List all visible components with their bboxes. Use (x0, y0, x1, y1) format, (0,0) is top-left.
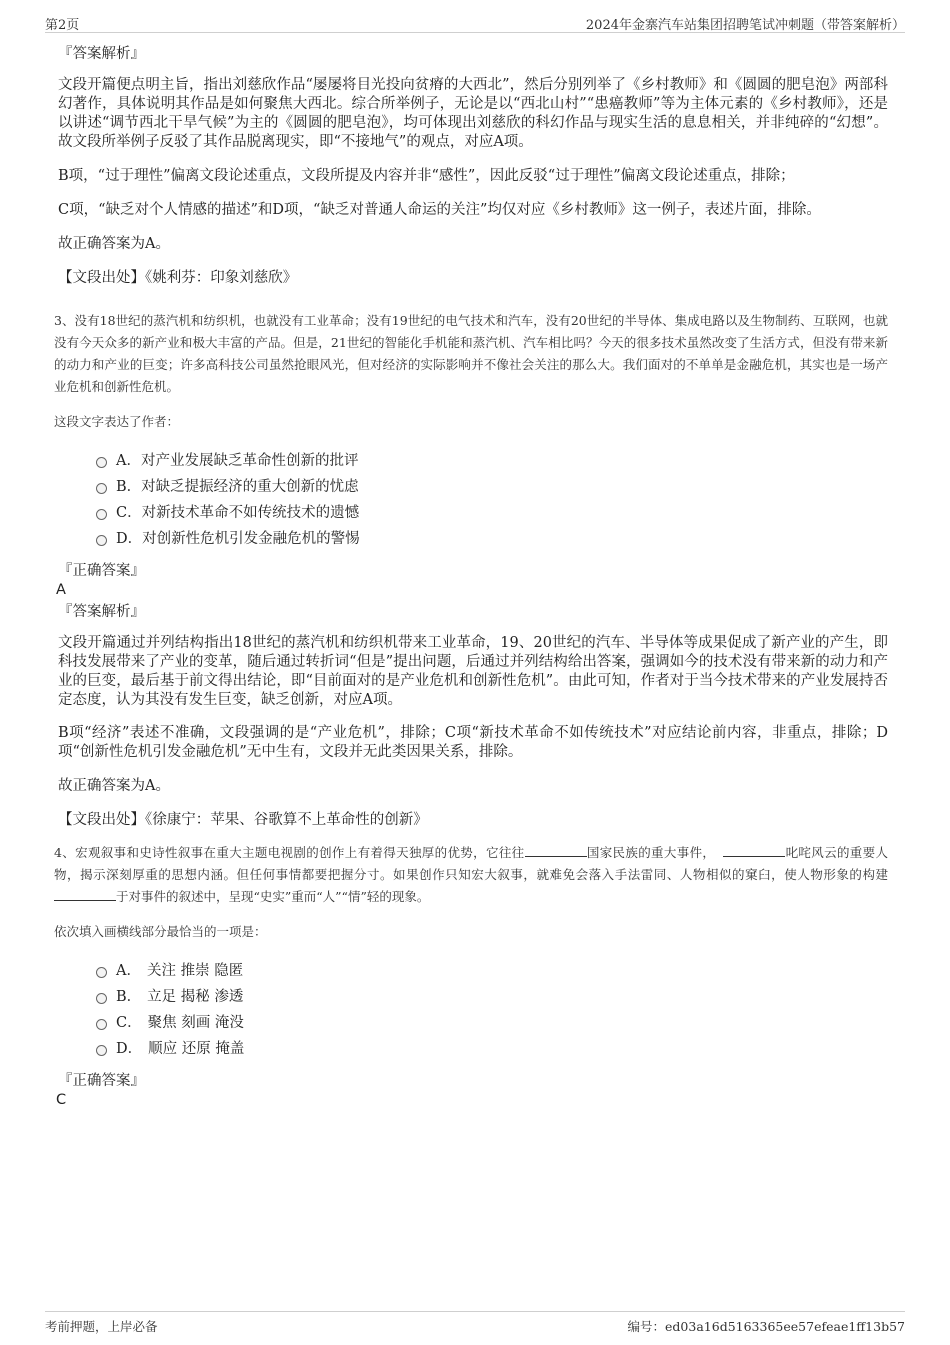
option-letter: B． (116, 479, 142, 495)
question-4-text (54, 842, 888, 908)
analysis-paragraph: C项，“缺乏对个人情感的描述”和D项，“缺乏对普通人命运的关注”均仅对应《乡村教师》这一例子，表述片面，排除。 (58, 202, 821, 218)
correct-answer-label: 『正确答案』 (58, 1073, 145, 1089)
option-d[interactable] (96, 526, 888, 552)
question-3-prompt: 这段文字表达了作者： (54, 414, 180, 429)
analysis-label: 『答案解析』 (58, 604, 145, 620)
source-citation: 【文段出处】《徐康宁：苹果、谷歌算不上革命性的创新》 (58, 812, 428, 828)
option-text: 顺应 还原 掩盖 (148, 1041, 245, 1057)
option-text: 对产业发展缺乏革命性创新的批评 (140, 453, 359, 469)
radio-icon[interactable] (96, 457, 107, 468)
option-letter: A． (116, 453, 141, 469)
question-text-part: 叱咤风云的重要人物，揭示深刻厚重的思想内涵。但任何事情都要把握分寸。如果创作只知宏大叙事，就难免会落入手法雷同、人物相似的窠臼，使人物形象的构建 (54, 845, 888, 882)
question-text-part: 于对事件的叙述中，呈现“史实”重而“人”“情”轻的现象。 (116, 889, 430, 904)
option-text: 关注 推崇 隐匿 (146, 963, 244, 979)
conclusion: 故正确答案为A。 (58, 236, 170, 252)
option-a[interactable] (96, 448, 888, 474)
question-3-options (96, 448, 888, 552)
option-text: 立足 揭秘 渗透 (147, 989, 244, 1005)
option-c[interactable] (96, 1010, 888, 1036)
radio-icon[interactable] (96, 1019, 107, 1030)
page-header (45, 10, 905, 33)
radio-icon[interactable] (96, 1045, 107, 1056)
question-4-prompt: 依次填入画横线部分最恰当的一项是： (54, 924, 267, 939)
radio-icon[interactable] (96, 535, 107, 546)
correct-answer: A (56, 582, 66, 598)
option-a[interactable] (96, 958, 888, 984)
option-letter: B． (116, 989, 142, 1005)
correct-answer-label: 『正确答案』 (58, 563, 145, 579)
option-text: 对创新性危机引发金融危机的警惕 (142, 531, 360, 547)
option-text: 聚焦 刻画 淹没 (147, 1015, 244, 1031)
analysis-label: 『答案解析』 (58, 46, 145, 62)
option-letter: A． (116, 963, 141, 979)
option-letter: C． (116, 505, 142, 521)
radio-icon[interactable] (96, 483, 107, 494)
question-text-part: 国家民族的重大事件， (586, 845, 716, 860)
source-citation: 【文段出处】《姚利芬：印象刘慈欣》 (58, 270, 298, 286)
option-letter: D． (116, 1041, 143, 1057)
radio-icon[interactable] (96, 993, 107, 1004)
correct-answer: C (56, 1092, 67, 1108)
radio-icon[interactable] (96, 509, 107, 520)
fill-blank (525, 844, 587, 857)
option-text: 对缺乏提振经济的重大创新的忧虑 (141, 479, 359, 495)
document-title: 2024年金寨汽车站集团招聘笔试冲刺题（带答案解析） (585, 18, 905, 33)
analysis-paragraph: B项“经济”表述不准确，文段强调的是“产业危机”，排除；C项“新技术革命不如传统技术”对应结论前内容，非重点，排除；D项“创新性危机引发金融危机”无中生有，文段并无此类因果关系，排除。 (58, 725, 888, 760)
question-4-options (96, 958, 888, 1062)
conclusion: 故正确答案为A。 (58, 778, 170, 794)
option-text: 对新技术革命不如传统技术的遗憾 (141, 505, 360, 521)
option-letter: D． (116, 531, 143, 547)
analysis-paragraph: 文段开篇通过并列结构指出18世纪的蒸汽机和纺织机带来工业革命，19、20世纪的汽车、半导体等成果促成了新产业的产生，即科技发展带来了产业的变革，随后通过转折词“但是”提出问题，后通过并列结构给出答案，强调如今的技术没有带来新的动力和产业的巨变，最后基于前文得出结论，即“目前面对的是产业危机和创新性危机”。由此可知，作者对于当今技术带来的产业发展持否定态度，认为其没有发生巨变，缺乏创新，对应A项。 (58, 635, 888, 708)
radio-icon[interactable] (96, 967, 107, 978)
fill-blank (723, 844, 785, 857)
analysis-paragraph: B项，“过于理性”偏离文段论述重点，文段所提及内容并非“感性”，因此反驳“过于理性”偏离文段论述重点，排除； (58, 168, 795, 184)
analysis-paragraph: 文段开篇便点明主旨，指出刘慈欣作品“屡屡将目光投向贫瘠的大西北”，然后分别列举了《乡村教师》和《圆圆的肥皂泡》两部科幻著作，具体说明其作品是如何聚焦大西北。综合所举例子，无论是以“西北山村”“患癌教师”等为主体元素的《乡村教师》，还是以讲述“调节西北干旱气候”为主的《圆圆的肥皂泡》，均可体现出刘慈欣的科幻作品与现实生活的息息相关，并非纯碎的“幻想”。故文段所举例子反驳了其作品脱离现实，即“不接地气”的观点，对应A项。 (58, 77, 888, 150)
option-b[interactable] (96, 984, 888, 1010)
page-footer (45, 1311, 905, 1336)
page-content (54, 44, 888, 1112)
footer-slogan: 考前押题，上岸必备 (45, 1319, 158, 1334)
option-b[interactable] (96, 474, 888, 500)
option-letter: C． (116, 1015, 142, 1031)
option-d[interactable] (96, 1036, 888, 1062)
fill-blank (54, 888, 116, 901)
option-c[interactable] (96, 500, 888, 526)
page-number: 第2页 (45, 18, 80, 33)
question-text-part: 4、宏观叙事和史诗性叙事在重大主题电视剧的创作上有着得天独厚的优势，它往往 (54, 845, 525, 860)
question-3-text: 3、没有18世纪的蒸汽机和纺织机，也就没有工业革命；没有19世纪的电气技术和汽车，没有20世纪的半导体、集成电路以及生物制药、互联网，也就没有今天众多的新产业和极大丰富的产品。但是，21世纪的智能化手机能和蒸汽机、汽车相比吗？今天的很多技术虽然改变了生活方式，但没有带来新的动力和产业的巨变；许多高科技公司虽然抢眼风光，但对经济的实际影响并不像社会关注的那么大。我们面对的不单单是金融危机，其实也是一场产业危机和创新性危机。 (54, 313, 888, 394)
document-id: 编号：ed03a16d5163365ee57efeae1ff13b57 (627, 1319, 905, 1334)
